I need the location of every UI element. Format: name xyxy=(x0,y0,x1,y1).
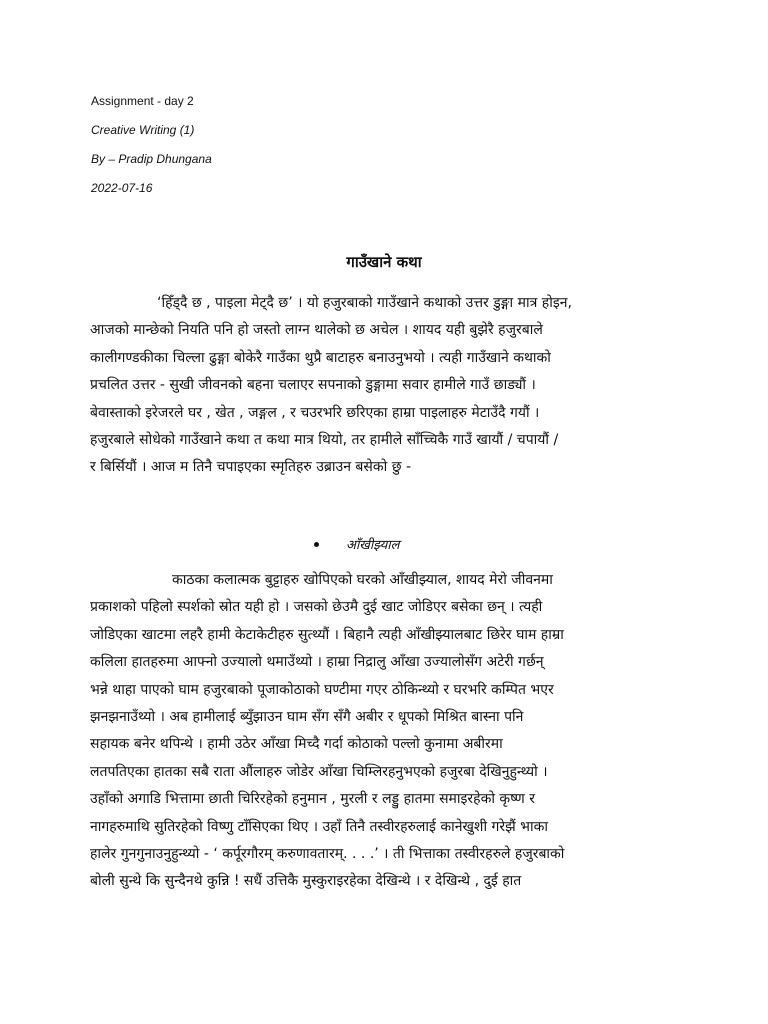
section-bullet xyxy=(314,536,399,555)
body-line: जोडिएका खाटमा लहरै हामी केटाकेटीहरु सुत्थ्यौं । बिहानै त्यही आँखीझ्यालबाट छिरेर घाम हाम्रा xyxy=(90,626,564,643)
body-line: प्रकाशको पहिलो स्पर्शको स्रोत यही हो । जसको छेउमै दुई खाट जोडिएर बसेका छन् । त्यही xyxy=(90,599,543,616)
date-label: 2022-07-16 xyxy=(91,181,153,195)
body-line: लतपतिएका हातका सबै राता औंलाहरु जोडेर आँखा चिम्लिरहनुभएको हजुरबा देखिनुहुन्थ्यो । xyxy=(90,763,548,780)
intro-line: आजको मान्छेको नियति पनि हो जस्तो लाग्न थालेको छ अचेल । शायद यही बुझेरै हजुरबाले xyxy=(90,322,543,339)
intro-line: कालीगण्डकीका चिल्ला ढुङ्गा बोकेरै गाउँका थुप्रै बाटाहरु बनाउनुभयो । त्यही गाउँखाने कथाको xyxy=(90,349,551,366)
body-line: बोली सुन्थे कि सुन्दैनथे कुन्नि ! सधैं उत्तिकै मुस्कुराइरहेका देखिन्थे । र देखिन्थे , दुई हात xyxy=(90,873,522,890)
body-line: उहाँको अगाडि भित्तामा छाती चिरिरहेको हनुमान , मुरली र लड्डु हातमा समाइरहेको कृष्ण र xyxy=(90,791,535,808)
body-line: काठका कलात्मक बुट्टाहरु खोपिएको घरको आँखीझ्याल, शायद मेरो जीवनमा xyxy=(172,572,553,588)
intro-line: ‘हिँड्दै छ , पाइला मेट्दै छ’ । यो हजुरबाको गाउँखाने कथाको उत्तर डुङ्गा मात्र होइन, xyxy=(157,295,572,311)
body-line: नागहरुमाथि सुतिरहेको विष्णु टाँसिएका थिए । उहाँ तिनै तस्वीरहरुलाई कानेखुशी गरेझैं भाका xyxy=(90,818,549,835)
intro-paragraph xyxy=(90,290,680,482)
assignment-label: Assignment - day 2 xyxy=(91,94,194,108)
body-line: हालेर गुनगुनाउनुहुन्थ्यो - ‘ कर्पूरगौरम् करुणावतारम्. . . .’ । ती भित्ताका तस्वीरहरुले हजुरबाको xyxy=(90,845,565,862)
body-line: झनझनाउँथ्यो । अब हामीलाई ब्युँझाउन घाम सँग सँगै अबीर र धूपको मिश्रित बास्ना पनि xyxy=(90,708,524,725)
body-line: भन्ने थाहा पाएको घाम हजुरबाको पूजाकोठाको घण्टीमा गएर ठोकिन्थ्यो र घरभरि कम्पित भएर xyxy=(90,681,554,698)
subject-label: Creative Writing (1) xyxy=(91,123,195,137)
intro-line: बेवास्ताको इरेजरले घर , खेत , जङ्गल , र चउरभरि छरिएका हाम्रा पाइलाहरु मेटाउँदै गयौं । xyxy=(90,404,540,421)
body-line: कलिला हातहरुमा आफ्नो उज्यालो थमाउँथ्यो । हाम्रा निद्रालु आँखा उज्यालोसँग अटेरी गर्छन् xyxy=(90,654,544,671)
body-line: सहायक बनेर थपिन्थे । हामी उठेर आँखा मिच्दै गर्दा कोठाको पल्लो कुनामा अबीरमा xyxy=(90,736,503,753)
bullet-dot xyxy=(314,542,319,547)
author-label: By – Pradip Dhungana xyxy=(91,152,212,166)
section-heading: आँखीझ्याल xyxy=(346,538,400,553)
body-paragraph xyxy=(90,567,680,896)
intro-line: र बिर्सियौं । आज म तिनै चपाइएका स्मृतिहरु उब्राउन बसेको छु - xyxy=(90,459,412,476)
story-title: गाउँखाने कथा xyxy=(346,253,422,271)
intro-line: हजुरबाले सोधेको गाउँखाने कथा त कथा मात्र थियो, तर हामीले साँच्चिकै गाउँ खायौं / चपायौं / xyxy=(90,431,559,448)
intro-line: प्रचलित उत्तर - सुखी जीवनको बहना चलाएर सपनाको डुङ्गामा सवार हामीले गाउँ छाड्यौं । xyxy=(90,377,536,394)
